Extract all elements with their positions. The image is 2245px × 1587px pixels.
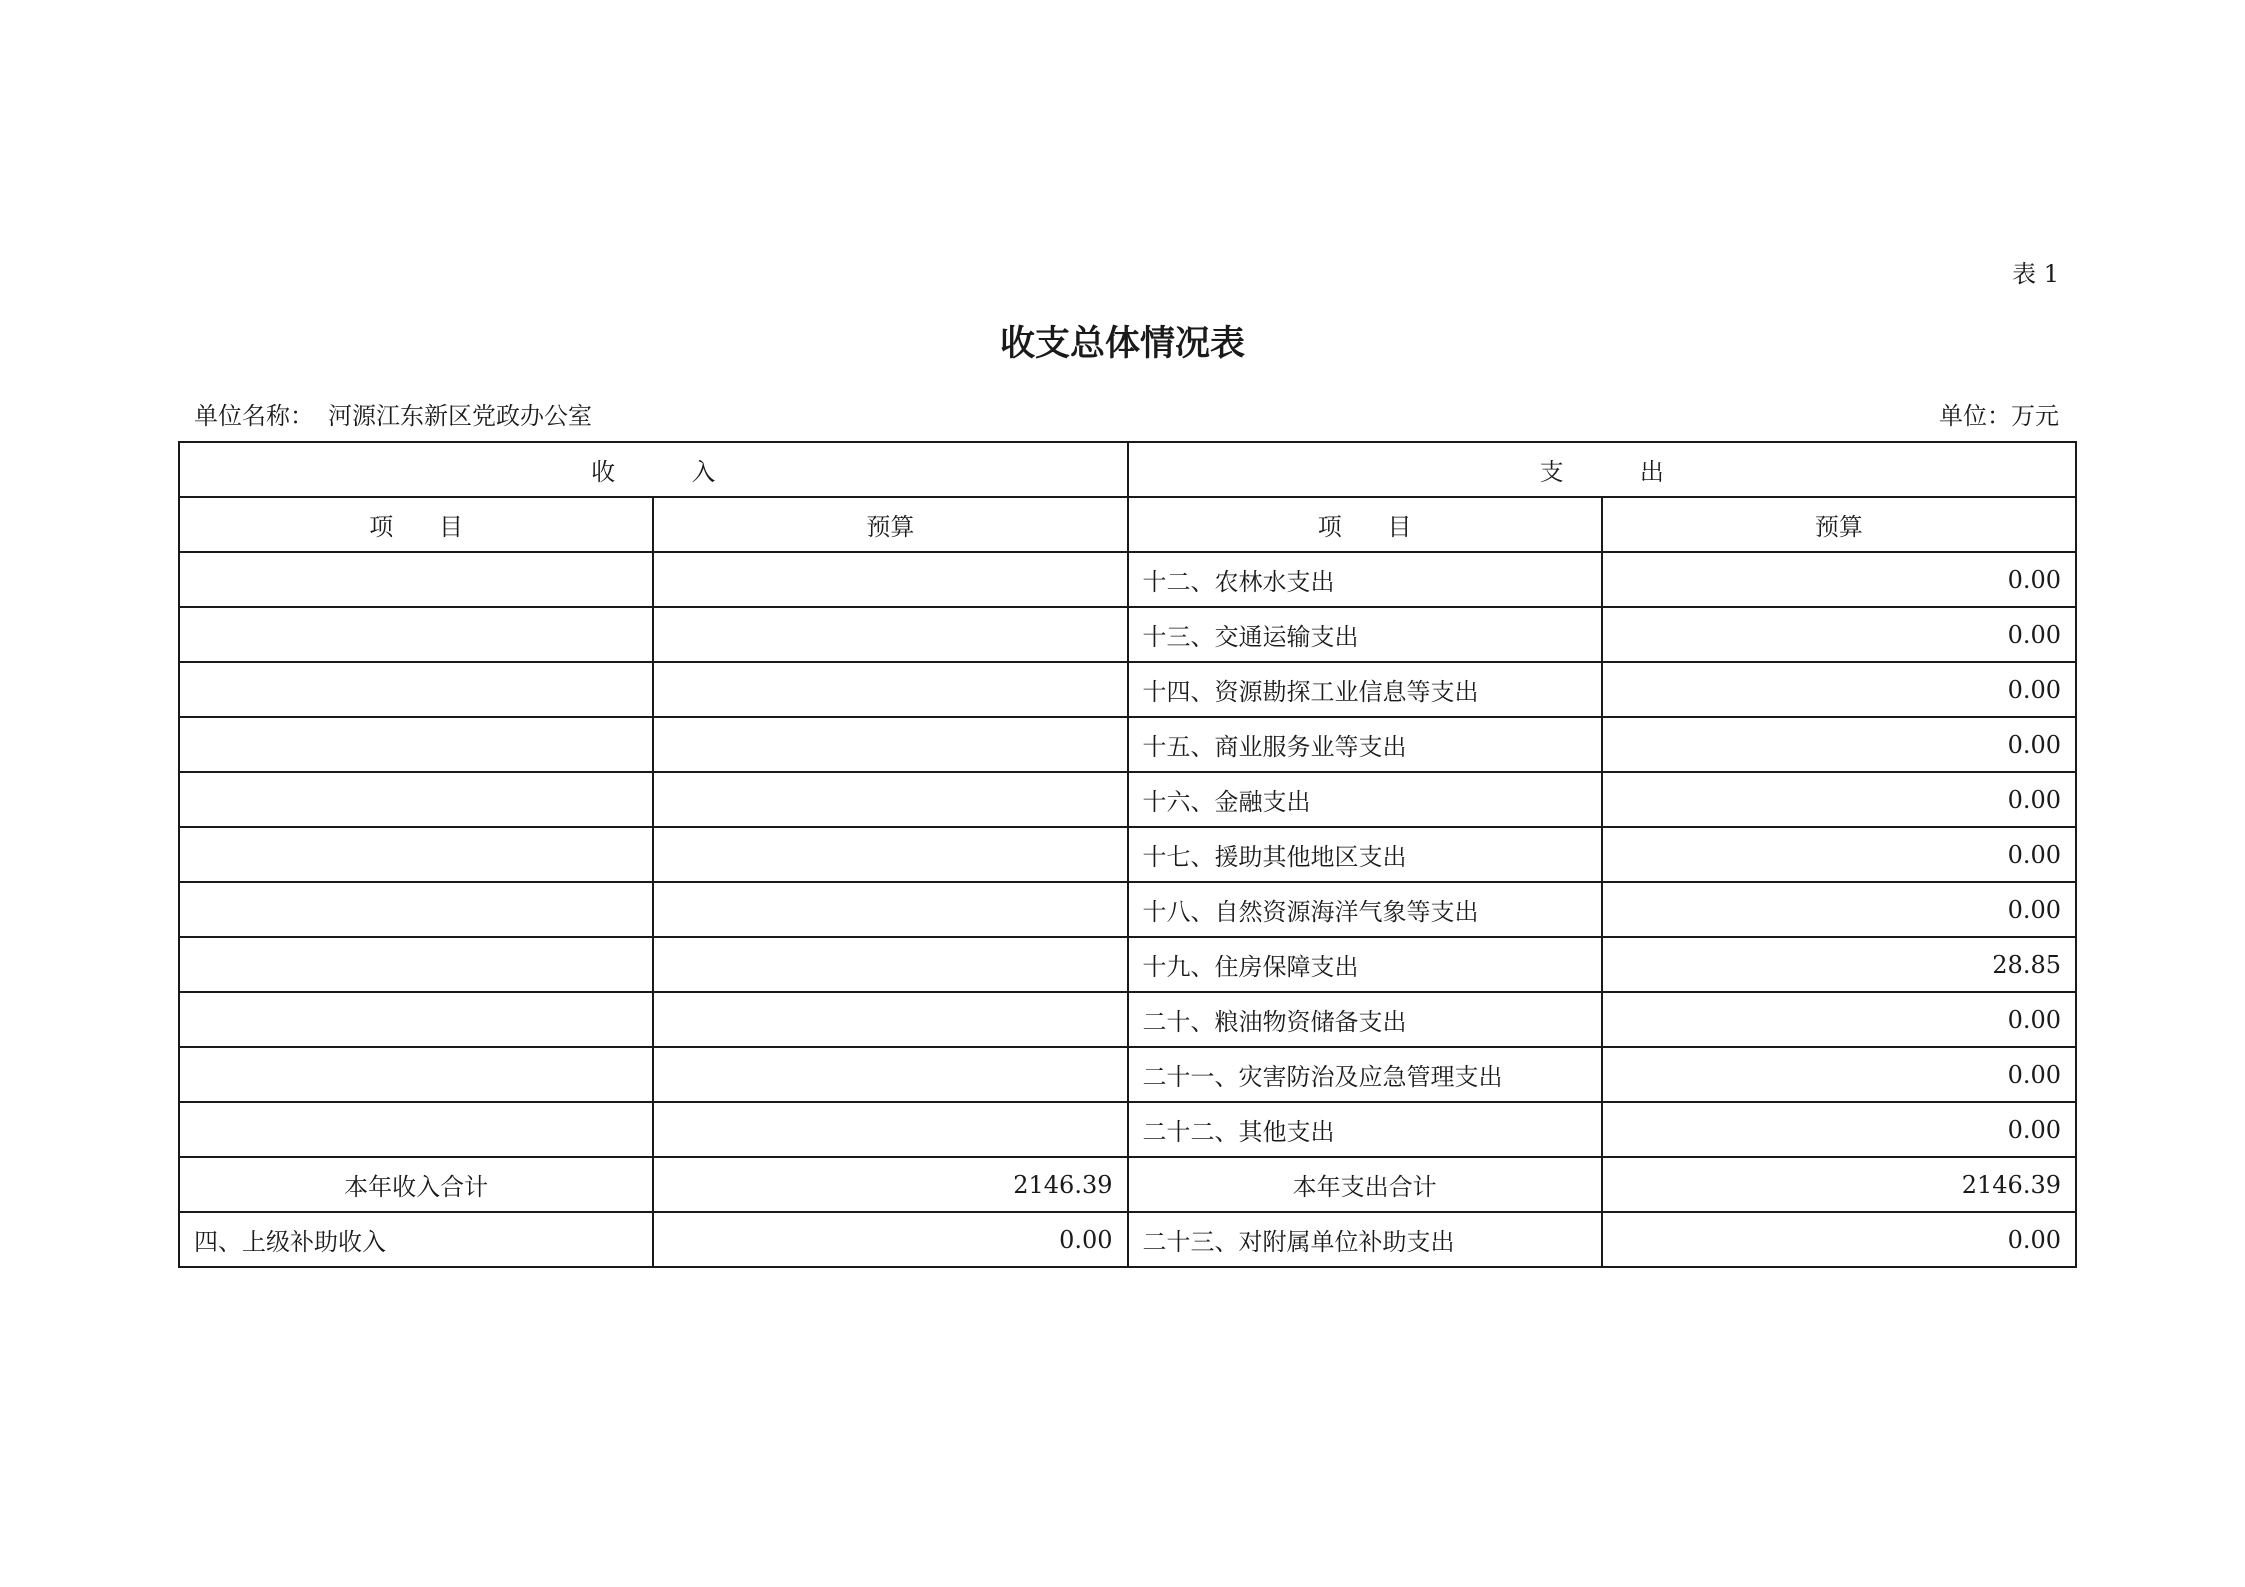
expense-item-cell: 二十一、灾害防治及应急管理支出: [1128, 1047, 1602, 1102]
unit-name-label: 单位名称：: [194, 402, 314, 430]
income-item-cell: [179, 717, 653, 772]
income-item-cell: [179, 882, 653, 937]
income-item-cell: 四、上级补助收入: [179, 1212, 653, 1267]
income-item-cell: [179, 552, 653, 607]
expense-item-cell: 十六、金融支出: [1128, 772, 1602, 827]
expense-budget-cell: 28.85: [1602, 937, 2076, 992]
table-row: [179, 937, 2076, 992]
expense-budget-cell: 0.00: [1602, 607, 2076, 662]
table-row: [179, 827, 2076, 882]
expense-budget-cell: 0.00: [1602, 1212, 2076, 1267]
income-item-cell: [179, 937, 653, 992]
income-budget-cell: [653, 1047, 1127, 1102]
expense-total-value: 2146.39: [1602, 1157, 2076, 1212]
income-header: 收 入: [179, 442, 1128, 497]
income-budget-cell: [653, 552, 1127, 607]
expense-item-cell: 十九、住房保障支出: [1128, 937, 1602, 992]
expense-budget-cell: 0.00: [1602, 882, 2076, 937]
currency-unit: 单位：万元: [1939, 402, 2059, 430]
table-row: [179, 992, 2076, 1047]
expense-budget-cell: 0.00: [1602, 772, 2076, 827]
table-row: [179, 662, 2076, 717]
expense-budget-header: 预算: [1602, 497, 2076, 552]
expense-budget-cell: 0.00: [1602, 1102, 2076, 1157]
income-budget-cell: [653, 772, 1127, 827]
unit-name-line: [194, 396, 592, 431]
table-row: [179, 1212, 2076, 1267]
expense-total-label: 本年支出合计: [1128, 1157, 1602, 1212]
expense-item-cell: 十二、农林水支出: [1128, 552, 1602, 607]
page-title: 收支总体情况表: [999, 324, 1245, 364]
income-item-cell: [179, 827, 653, 882]
table-row: [179, 1102, 2076, 1157]
budget-table: [178, 441, 2077, 1268]
income-budget-cell: [653, 607, 1127, 662]
header-row-group: [179, 442, 2076, 497]
income-budget-cell: [653, 662, 1127, 717]
table-row: [179, 772, 2076, 827]
expense-budget-cell: 0.00: [1602, 717, 2076, 772]
expense-item-cell: 十五、商业服务业等支出: [1128, 717, 1602, 772]
income-item-cell: [179, 992, 653, 1047]
expense-item-cell: 十三、交通运输支出: [1128, 607, 1602, 662]
income-budget-cell: [653, 1102, 1127, 1157]
income-budget-cell: [653, 937, 1127, 992]
income-item-cell: [179, 772, 653, 827]
expense-budget-cell: 0.00: [1602, 662, 2076, 717]
expense-budget-cell: 0.00: [1602, 827, 2076, 882]
header-row-columns: [179, 497, 2076, 552]
income-item-cell: [179, 1047, 653, 1102]
table-row: [179, 717, 2076, 772]
expense-item-header: 项 目: [1128, 497, 1602, 552]
expense-item-cell: 十四、资源勘探工业信息等支出: [1128, 662, 1602, 717]
income-budget-cell: [653, 992, 1127, 1047]
table-number: 表 1: [2012, 260, 2059, 288]
expense-item-cell: 二十三、对附属单位补助支出: [1128, 1212, 1602, 1267]
table-row: [179, 607, 2076, 662]
expense-item-cell: 二十、粮油物资储备支出: [1128, 992, 1602, 1047]
income-total-label: 本年收入合计: [179, 1157, 653, 1212]
income-budget-cell: [653, 827, 1127, 882]
table-row: [179, 882, 2076, 937]
expense-budget-cell: 0.00: [1602, 992, 2076, 1047]
income-budget-cell: [653, 717, 1127, 772]
totals-row: [179, 1157, 2076, 1212]
unit-name-value: 河源江东新区党政办公室: [328, 402, 592, 430]
income-budget-header: 预算: [653, 497, 1127, 552]
expense-item-cell: 十八、自然资源海洋气象等支出: [1128, 882, 1602, 937]
expense-header: 支 出: [1128, 442, 2077, 497]
expense-item-cell: 二十二、其他支出: [1128, 1102, 1602, 1157]
table-body: [179, 442, 2076, 1267]
income-item-header: 项 目: [179, 497, 653, 552]
income-budget-cell: 0.00: [653, 1212, 1127, 1267]
income-budget-cell: [653, 882, 1127, 937]
income-item-cell: [179, 607, 653, 662]
table-row: [179, 1047, 2076, 1102]
income-item-cell: [179, 662, 653, 717]
income-total-value: 2146.39: [653, 1157, 1127, 1212]
expense-item-cell: 十七、援助其他地区支出: [1128, 827, 1602, 882]
table-row: [179, 552, 2076, 607]
expense-budget-cell: 0.00: [1602, 1047, 2076, 1102]
expense-budget-cell: 0.00: [1602, 552, 2076, 607]
income-item-cell: [179, 1102, 653, 1157]
